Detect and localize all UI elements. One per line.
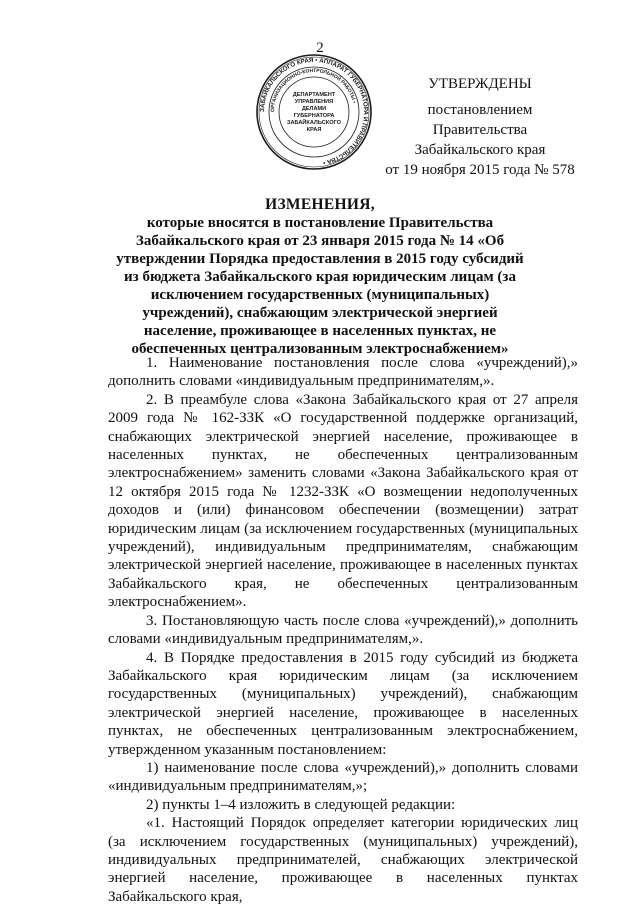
seal-outer-text: ЗАБАЙКАЛЬСКОГО КРАЯ • АППАРАТ ГУБЕРНАТОРА И ПРАВИТЕЛЬСТВА • (258, 56, 370, 167)
heading-subtitle: которые вносятся в постановление Правительства Забайкальского края от 23 января 2015 года № 14 «Об утверждении Порядка предоставления в 2015 году субсидий из бюджета Забайкальского края юридическим лицам (за исключением государственных (муниципальных) учреждений), снабжающим электрической энергией население, проживающее в населенных пунктах, не обеспеченных централизованным электроснабжением» (116, 215, 524, 357)
body-paragraph: 3. Постановляющую часть после слова «учреждений),» дополнить словами «индивидуальным предпринимателям,». (108, 612, 578, 648)
body-paragraph: 2. В преамбуле слова «Закона Забайкальского края от 27 апреля 2009 года № 162-ЗЗК «О государственной поддержке организаций, снабжающих электрической энергией население, проживающее в населенных пунктах, не обеспеченных централизованным электроснабжением» заменить словами «Закона Забайкальского края от 12 октября 2015 года № 1232-ЗЗК «О возмещении недополученных доходов и (или) финансовом обеспечении (возмещении) затрат юридическим лицам (за исключением государственных (муниципальных учреждений), индивидуальным предпринимателям, снабжающим электрической энергией население, проживающее в населенных пунктах Забайкальского края, не обеспеченных централизованным электроснабжением». (108, 391, 578, 611)
seal-center-line: ДЕПАРТАМЕНТ (292, 92, 336, 98)
approval-line: Забайкальского края (414, 142, 546, 158)
approval-date: от 19 ноября 2015 года № 578 (385, 162, 575, 178)
body-paragraph: 1) наименование после слова «учреждений),» дополнить словами «индивидуальным предпринимателям,»; (108, 759, 578, 795)
seal-center-line: ЗАБАЙКАЛЬСКОГО (287, 120, 341, 126)
approval-line: постановлением Правительства (427, 102, 533, 138)
seal-center-line: КРАЯ (306, 127, 322, 133)
seal-center-line: ДЕЛАМИ (301, 106, 327, 112)
document-heading (108, 196, 532, 358)
page-number: 2 (316, 40, 324, 56)
heading-title: ИЗМЕНЕНИЯ, (265, 196, 375, 213)
body-paragraph: 1. Наименование постановления после слова «учреждений),» дополнить словами «индивидуальным предпринимателям,». (108, 355, 578, 390)
body-paragraph: 2) пункты 1–4 изложить в следующей редакции: (146, 796, 456, 813)
body-paragraph: 4. В Порядке предоставления в 2015 году субсидий из бюджета Забайкальского края юридическим лицам (за исключением государственных (муниципальных) учреждений), снабжающим электрической энергией население, проживающее в населенных пунктах, не обеспеченных централизованным электроснабжением, утвержденном указанным постановлением: (108, 649, 578, 758)
seal-center-line: ГУБЕРНАТОРА (293, 113, 335, 119)
seal-inner-text: ОРГАНИЗАЦИОННО-КОНТРОЛЬНОЙ РАБОТЫ • (269, 67, 357, 113)
approval-title: УТВЕРЖДЕНЫ (428, 76, 532, 92)
approval-block (380, 74, 580, 180)
body-paragraph: «1. Настоящий Порядок определяет категории юридических лиц (за исключением государственных (муниципальных) учреждений), индивидуальных предпринимателей, снабжающих электрической энергией население, проживающее в населенных пунктах Забайкальского края, (108, 815, 578, 905)
document-body (108, 354, 578, 906)
seal-center-line: УПРАВЛЕНИЯ (294, 99, 334, 105)
official-seal (254, 52, 374, 172)
